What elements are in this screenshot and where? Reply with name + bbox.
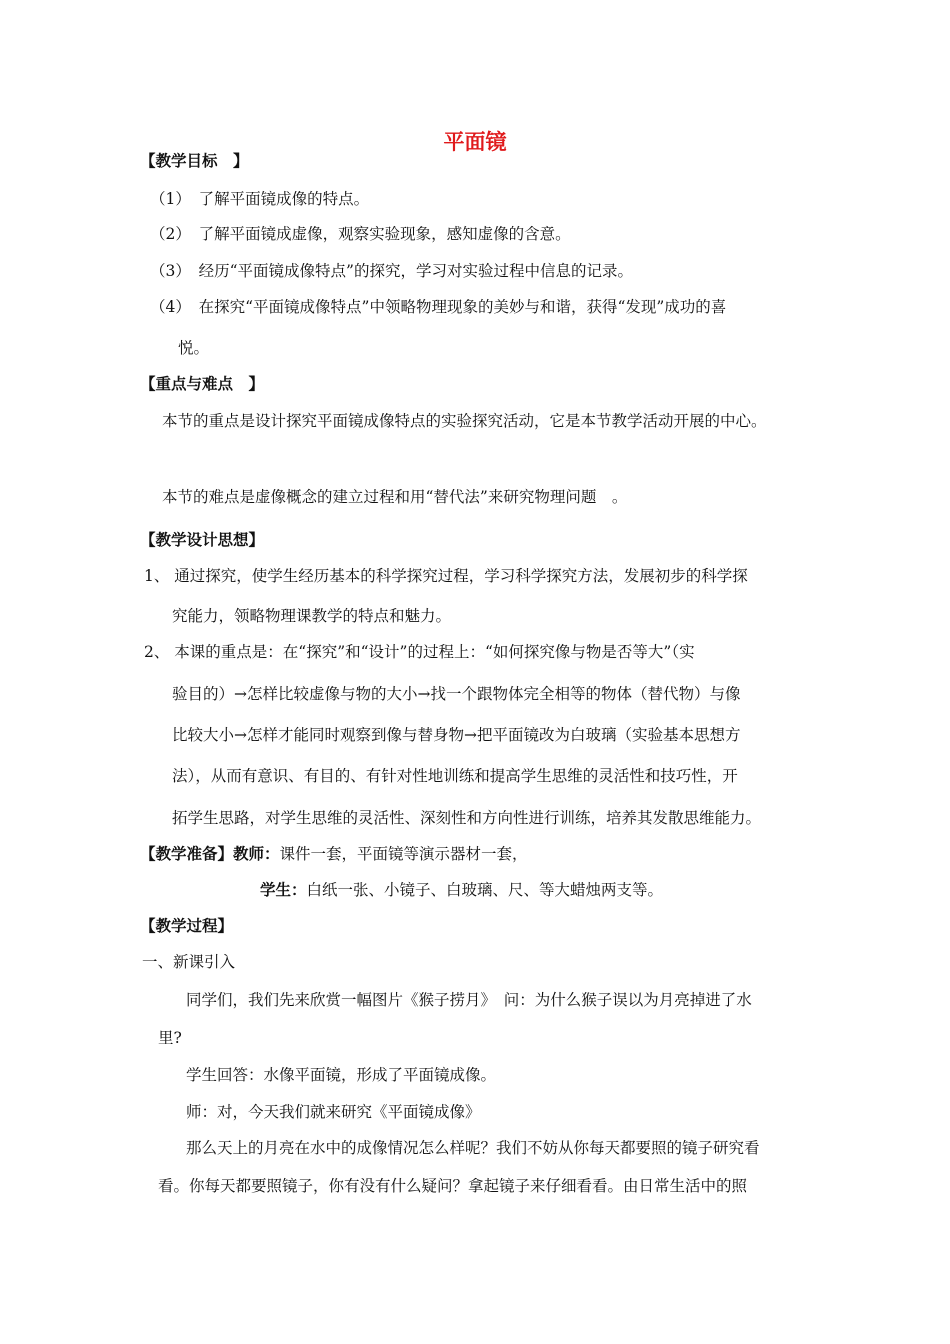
process-line-3: 学生回答：水像平面镜，形成了平面镜成像。 xyxy=(186,1066,497,1084)
prep-student-line xyxy=(260,880,663,900)
process-section-1: 一、新课引入 xyxy=(142,953,236,971)
page-title: 平面镜 xyxy=(443,130,507,154)
goal-item-4-cont: 悦。 xyxy=(178,339,210,357)
design-line-1: 1、 通过探究，使学生经历基本的科学探究过程，学习科学探究方法，发展初步的科学探 xyxy=(144,567,748,585)
prep-heading: 【教学准备】 xyxy=(140,845,234,863)
process-heading: 【教学过程】 xyxy=(140,917,234,935)
goal-item-4: （4） 在探究“平面镜成像特点”中领略物理现象的美妙与和谐，获得“发现”成功的喜 xyxy=(150,298,727,316)
process-line-2: 里? xyxy=(158,1029,182,1047)
design-line-7: 拓学生思路，对学生思维的灵活性、深刻性和方向性进行训练，培养其发散思维能力。 xyxy=(172,809,762,827)
design-line-5: 比较大小→怎样才能同时观察到像与替身物→把平面镜改为白玻璃（实验基本思想方 xyxy=(172,726,741,744)
prep-student-label: 学生： xyxy=(260,881,307,899)
process-line-5: 那么天上的月亮在水中的成像情况怎么样呢？我们不妨从你每天都要照的镜子研究看 xyxy=(186,1139,760,1157)
process-line-4: 师：对，今天我们就来研究《平面镜成像》 xyxy=(186,1103,481,1121)
key-points-heading: 【重点与难点 】 xyxy=(140,375,265,393)
process-line-1: 同学们，我们先来欣赏一幅图片《猴子捞月》 问：为什么猴子误以为月亮掉进了水 xyxy=(186,991,752,1009)
process-line-6: 看。你每天都要照镜子，你有没有什么疑问？拿起镜子来仔细看看。由日常生活中的照 xyxy=(158,1177,748,1195)
goal-item-2: （2） 了解平面镜成虚像，观察实验现象，感知虚像的含意。 xyxy=(150,225,571,243)
difficult-point-paragraph: 本节的难点是虚像概念的建立过程和用“替代法”来研究物理问题 。 xyxy=(162,488,628,506)
design-heading: 【教学设计思想】 xyxy=(140,531,265,549)
design-line-2: 究能力，领略物理课教学的特点和魅力。 xyxy=(172,607,452,625)
prep-student-text: 白纸一张、小镜子、白玻璃、尺、等大蜡烛两支等。 xyxy=(306,881,664,899)
goals-heading: 【教学目标 】 xyxy=(140,152,249,170)
goal-item-3: （3） 经历“平面镜成像特点”的探究，学习对实验过程中信息的记录。 xyxy=(150,262,633,280)
prep-teacher-label: 教师： xyxy=(233,845,280,863)
prep-teacher-text: 课件一套，平面镜等演示器材一套， xyxy=(279,845,528,863)
prep-teacher-line xyxy=(140,844,528,864)
goal-item-1: （1） 了解平面镜成像的特点。 xyxy=(150,190,370,208)
key-point-paragraph: 本节的重点是设计探究平面镜成像特点的实验探究活动，它是本节教学活动开展的中心。 xyxy=(162,412,767,430)
design-line-6: 法），从而有意识、有目的、有针对性地训练和提高学生思维的灵活性和技巧性，开 xyxy=(172,767,738,785)
design-line-4: 验目的）→怎样比较虚像与物的大小→找一个跟物体完全相等的物体（替代物）与像 xyxy=(172,685,741,703)
design-line-3: 2、 本课的重点是：在“探究”和“设计”的过程上：“如何探究像与物是否等大”（实 xyxy=(144,643,695,661)
